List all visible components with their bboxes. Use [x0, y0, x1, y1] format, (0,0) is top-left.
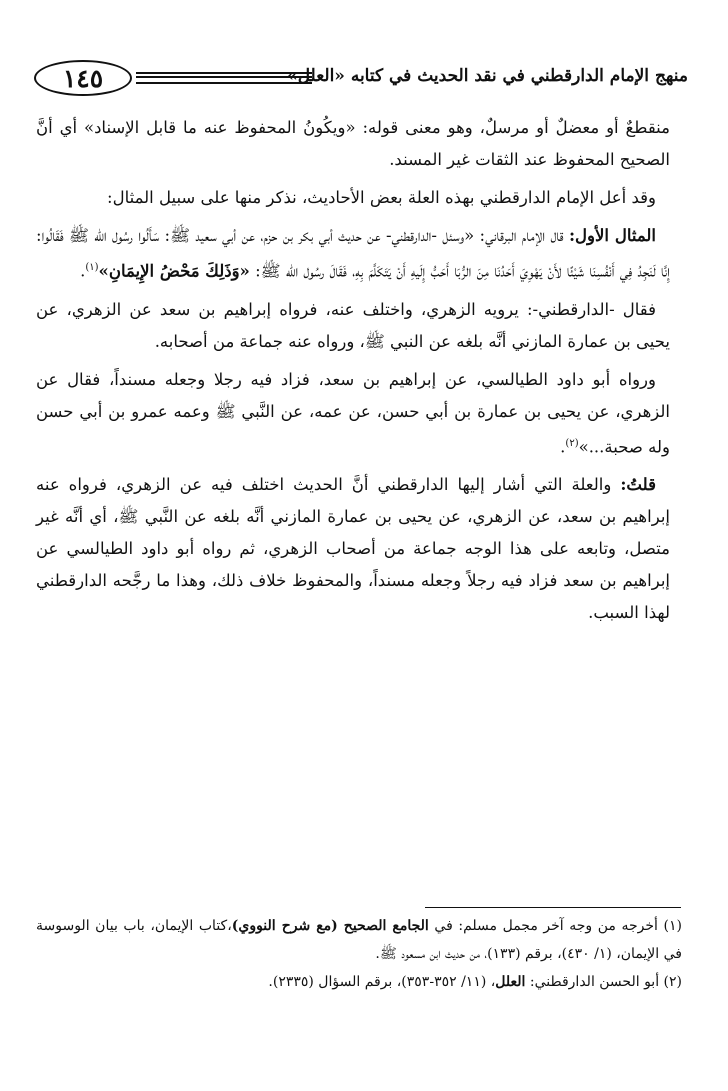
paragraph-1: منقطعٌ أو معضلٌ أو مرسلٌ، وهو معنى قوله: «ويكُونُ المحفوظ عنه ما قابل الإسناد» أي أنَّ الصحيح المحفوظ عند الثقات غير المسند.	[36, 118, 670, 169]
paragraph-3-end: .	[80, 261, 86, 281]
paragraph-3	[36, 220, 670, 288]
footnote-1-source: الجامع الصحيح (مع شرح النووي)	[231, 918, 429, 934]
paragraph-4: فقال -الدارقطني-: يرويه الزهري، واختلف عنه، فرواه إبراهيم بن سعد عن الزهري، عن يحيى بن عمارة المازني أنَّه بلغه عن النبي ﷺ، ورواه عنه جماعة من أصحابه.	[36, 299, 670, 351]
paragraph-5	[36, 364, 670, 464]
body-text	[36, 112, 670, 635]
hadith-quote: «وَذَلِكَ مَحْضُ الإِيمَانِ»	[98, 261, 250, 281]
running-title: منهج الإمام الدارقطني في نقد الحديث في كتابه «العلل»	[287, 66, 688, 86]
footnotes	[36, 912, 682, 996]
paragraph-2: وقد أعل الإمام الدارقطني بهذه العلة بعض الأحاديث، نذكر منها على سبيل المثال:	[107, 188, 656, 207]
footnote-1-text-a: (١) أخرجه من وجه آخر مجمل مسلم: في	[428, 918, 682, 934]
paragraph-6-text: والعلة التي أشار إليها الدارقطني أنَّ الحديث اختلف فيه عن الزهري، فرواه عنه إبراهيم بن سعد، عن الزهري، عن يحيى بن عمارة المازني أنَّه بلغه عن النَّبي ﷺ، أي أنَّه غير متصل، وتابعه على هذا الوجه جماعة من أصحاب الزهري، ثم رواه أبو داود الطيالسي عن إبراهيم بن سعد فزاد فيه رجلاً وجعله مسنداً، والمحفوظ خلاف ذلك، وهذا ما رجَّحه الدارقطني لهذا السبب.	[36, 475, 670, 622]
footnote-2-text-a: (٢) أبو الحسن الدارقطني:	[525, 974, 682, 990]
footnote-2-source: العلل	[495, 974, 526, 990]
paragraph-6	[36, 469, 670, 629]
page-number: ١٤٥	[34, 60, 132, 96]
paragraph-3-text: قال الإمام البرقاني: «وسئل -الدارقطني- عن حديث أبي بكر بن حزم، عن أبي سعيد ﷺ: سَأَلُوا رسُول الله ﷺ فَقَالُوا: إِنَّا لَنَجِدُ فِي أَنْفُسِنَا شَيْئًا لأَنْ يَهْوِيَ أَحَدُنَا مِنَ الرُّبَا أَحَبُّ إِلَيهِ أَنْ يَتَكَلَّمَ بِهِ، فَقَالَ رسُول الله ﷺ:	[36, 226, 670, 281]
note-label: قلتُ:	[620, 475, 656, 494]
example-label: المثال الأول:	[568, 226, 656, 245]
header-rule	[136, 72, 312, 84]
paragraph-5-end: .	[560, 437, 566, 456]
footnote-divider	[425, 907, 681, 908]
footnote-2	[36, 968, 682, 996]
footnote-1-text-c: ،كتاب الإيمان، باب بيان الوسوسة في الإيمان، (١/ ٤٣٠)، برقم (١٣٣)، من حديث ابن مسعود ﷺ.	[36, 918, 682, 962]
footnote-ref-1[interactable]: (١)	[85, 262, 99, 273]
page-header	[32, 58, 688, 102]
footnote-ref-2[interactable]: (٢)	[565, 437, 579, 449]
footnote-2-text-c: ، (١١/ ٣٥٢-٣٥٣)، برقم السؤال (٢٣٣٥).	[268, 974, 496, 990]
footnote-1	[36, 912, 682, 968]
paragraph-5-text: ورواه أبو داود الطيالسي، عن إبراهيم بن سعد، فزاد فيه رجلا وجعله مسنداً، فقال عن الزهري، عن يحيى بن عمارة بن أبي حسن، عن عمه، عن النَّبي ﷺ وعمه عمرو بن أبي حسن وله صحبة...»	[36, 369, 670, 456]
